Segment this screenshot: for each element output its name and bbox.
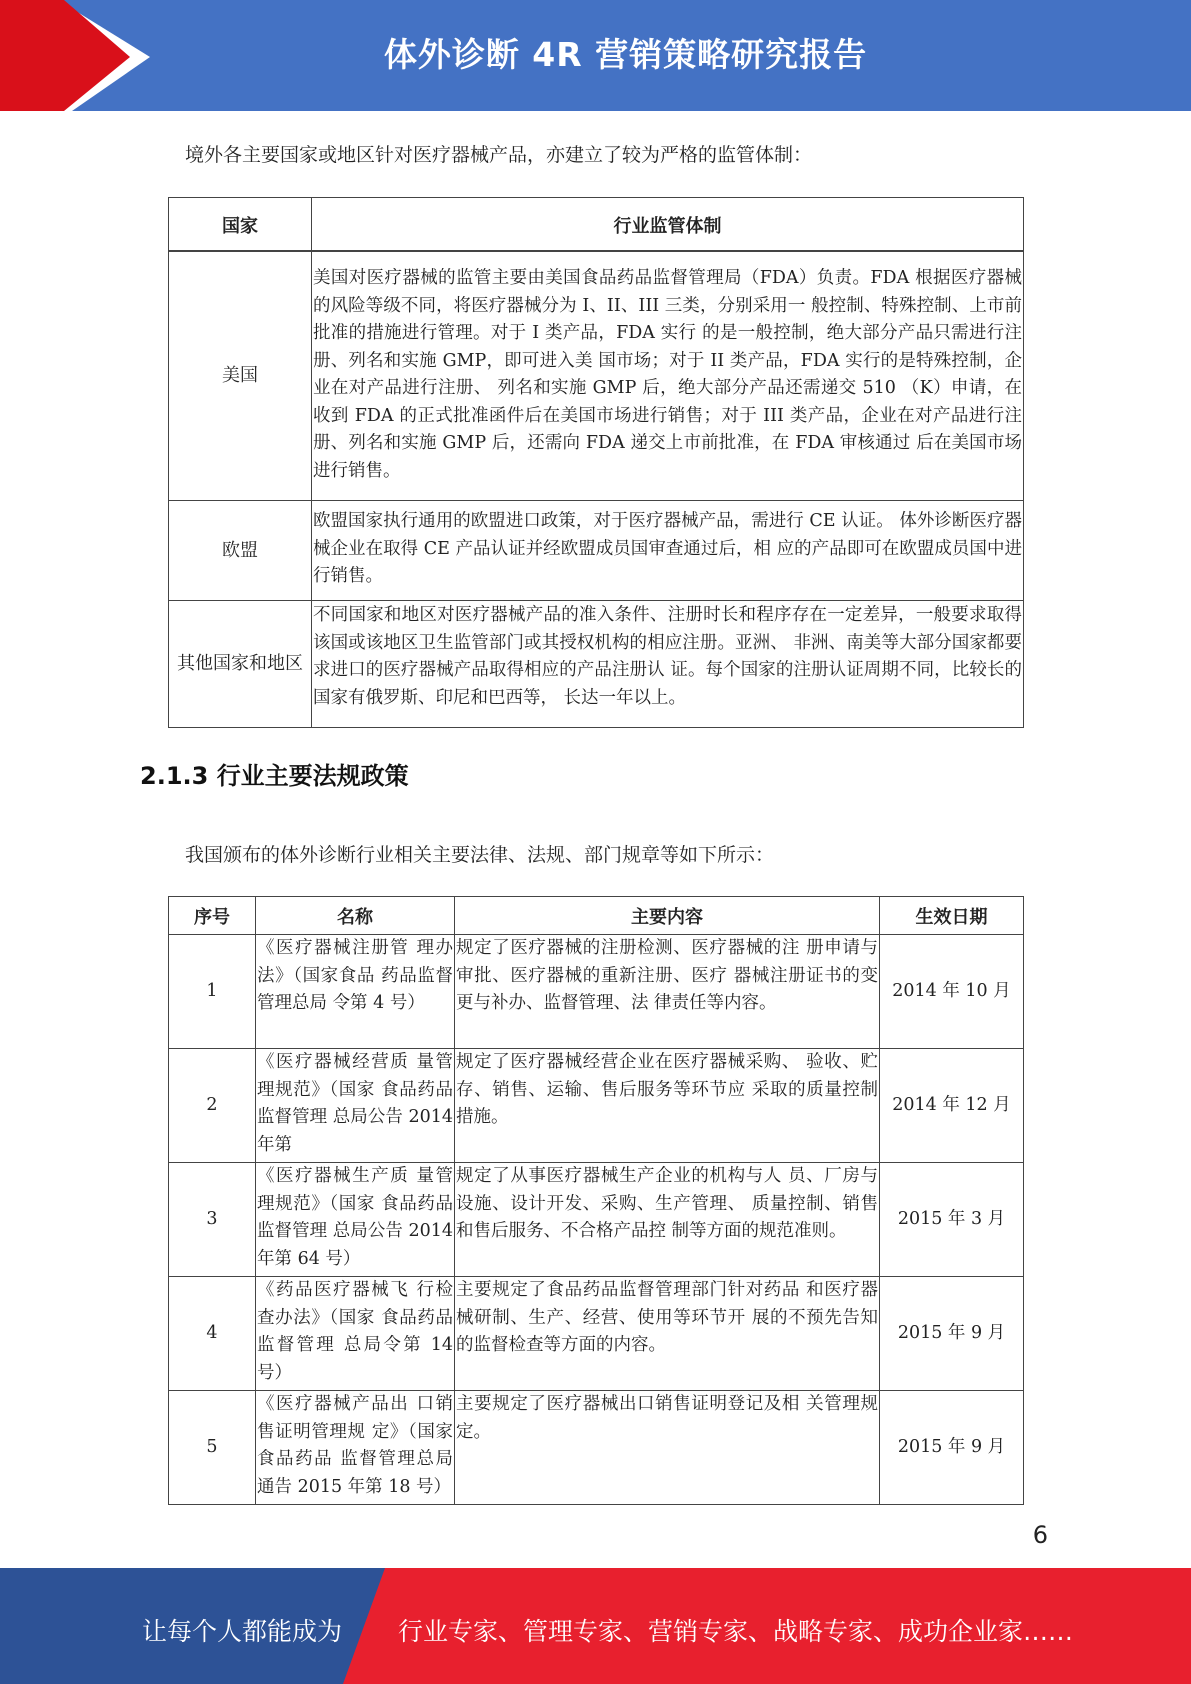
- regulation-cell: [312, 601, 1024, 728]
- table-row: [169, 501, 1024, 601]
- column-header-number: 序号: [169, 897, 256, 935]
- section-heading: 2.1.3 行业主要法规政策: [140, 762, 409, 790]
- column-header-content: 主要内容: [455, 897, 880, 935]
- effective-date: 2014 年 10 月: [880, 935, 1024, 1049]
- law-table: [168, 896, 1024, 1505]
- page-number: 6: [1032, 1521, 1048, 1549]
- law-name-cell: [256, 1163, 455, 1277]
- regulation-text: 不同国家和地区对医疗器械产品的准入条件、注册时长和程序存在一定差异，一般要求取得该国或该地区卫生监管部门或其授权机构的相应注册。亚洲、 非洲、南美等大部分国家都要求进口的医疗器械产品取得相应的产品注册认 证。每个国家的注册认证周期不同，比较长的国家有俄罗斯、印尼和巴西等， 长达一年以上。: [313, 605, 1022, 708]
- header-arrow-decoration: [0, 0, 150, 111]
- footer-slogan-left: 让每个人都能成为: [142, 1617, 343, 1646]
- table-header-row: [169, 897, 1024, 935]
- law-content-cell: [455, 1049, 880, 1163]
- effective-date: 2014 年 12 月: [880, 1049, 1024, 1163]
- effective-date: 2015 年 9 月: [880, 1277, 1024, 1391]
- header-banner: [0, 0, 1191, 111]
- country-cell: 欧盟: [169, 501, 312, 601]
- law-name-cell: [256, 1391, 455, 1505]
- law-name-cell: [256, 1277, 455, 1391]
- law-content: 规定了医疗器械的注册检测、医疗器械的注 册申请与审批、医疗器械的重新注册、医疗 器械注册证书的变更与补办、监督管理、法 律责任等内容。: [456, 938, 878, 1013]
- report-title: 体外诊断 4R 营销策略研究报告: [383, 34, 868, 74]
- law-content-cell: [455, 1163, 880, 1277]
- regulation-text: 美国对医疗器械的监管主要由美国食品药品监督管理局（FDA）负责。FDA 根据医疗器械的风险等级不同，将医疗器械分为 I、II、III 三类，分别采用一 般控制、特殊控制、上市前批准的措施进行管理。对于 I 类产品，FDA 实行 的是一般控制，绝大部分产品只需进行注册、列名和实施 GMP，即可进入美 国市场；对于 II 类产品，FDA 实行的是特殊控制，企业在对产品进行注册、 列名和实施 GMP 后，绝大部分产品还需递交 510 （K）申请，在收到 FDA 的正式批准函件后在美国市场进行销售；对于 III 类产品，企业在对产品进行注 册、列名和实施 GMP 后，还需向 FDA 递交上市前批准，在 FDA 审核通过 后在美国市场进行销售。: [313, 268, 1022, 481]
- law-name: 《药品医疗器械飞 行检查办法》（国家 食品药品监督管理 总局令第 14 号）: [257, 1280, 453, 1383]
- regulation-text: 欧盟国家执行通用的欧盟进口政策，对于医疗器械产品，需进行 CE 认证。 体外诊断医疗器械企业在取得 CE 产品认证并经欧盟成员国审查通过后，相 应的产品即可在欧盟成员国中进行销售。: [313, 511, 1022, 586]
- table-row: [169, 1163, 1024, 1277]
- effective-date: 2015 年 9 月: [880, 1391, 1024, 1505]
- intro-paragraph-overseas: 境外各主要国家或地区针对医疗器械产品，亦建立了较为严格的监管体制：: [185, 144, 813, 166]
- law-content-cell: [455, 1277, 880, 1391]
- law-content: 主要规定了食品药品监督管理部门针对药品 和医疗器械研制、生产、经营、使用等环节开 展的不预先告知的监督检查等方面的内容。: [456, 1280, 878, 1355]
- regulation-cell: [312, 501, 1024, 601]
- row-number: 3: [169, 1163, 256, 1277]
- law-name: 《医疗器械经营质 量管理规范》（国家 食品药品监督管理 总局公告 2014 年第: [257, 1052, 453, 1155]
- law-content: 规定了医疗器械经营企业在医疗器械采购、 验收、贮存、销售、运输、售后服务等环节应 采取的质量控制措施。: [456, 1052, 878, 1127]
- law-content: 主要规定了医疗器械出口销售证明登记及相 关管理规定。: [456, 1394, 878, 1442]
- column-header-regulation: 行业监管体制: [312, 198, 1024, 252]
- footer-slogan-right: 行业专家、管理专家、营销专家、战略专家、成功企业家……: [398, 1617, 1074, 1646]
- row-number: 1: [169, 935, 256, 1049]
- regulation-table-body: [168, 250, 1024, 728]
- table-row: [169, 1277, 1024, 1391]
- regulation-table: [168, 197, 1024, 252]
- law-name-cell: [256, 935, 455, 1049]
- column-header-name: 名称: [256, 897, 455, 935]
- law-content-cell: [455, 935, 880, 1049]
- effective-date: 2015 年 3 月: [880, 1163, 1024, 1277]
- regulation-cell: [312, 251, 1024, 501]
- table-row: [169, 601, 1024, 728]
- column-header-date: 生效日期: [880, 897, 1024, 935]
- row-number: 4: [169, 1277, 256, 1391]
- row-number: 2: [169, 1049, 256, 1163]
- law-name-cell: [256, 1049, 455, 1163]
- country-cell: 其他国家和地区: [169, 601, 312, 728]
- law-name: 《医疗器械产品出 口销售证明管理规 定》（国家食品药品 监督管理总局通告 2015 年第 18 号）: [257, 1394, 453, 1497]
- intro-paragraph-domestic: 我国颁布的体外诊断行业相关主要法律、法规、部门规章等如下所示：: [185, 844, 775, 866]
- law-content: 规定了从事医疗器械生产企业的机构与人 员、厂房与设施、设计开发、采购、生产管理、 质量控制、销售和售后服务、不合格产品控 制等方面的规范准则。: [456, 1166, 878, 1241]
- table-row: [169, 1049, 1024, 1163]
- table-row: [169, 1391, 1024, 1505]
- table-header-row: [169, 198, 1024, 252]
- country-cell: 美国: [169, 251, 312, 501]
- law-name: 《医疗器械注册管 理办法》（国家食品 药品监督管理总局 令第 4 号）: [257, 938, 453, 1013]
- law-name: 《医疗器械生产质 量管理规范》（国家 食品药品监督管理 总局公告 2014 年第 64 号）: [257, 1166, 453, 1269]
- table-row: [169, 935, 1024, 1049]
- law-content-cell: [455, 1391, 880, 1505]
- row-number: 5: [169, 1391, 256, 1505]
- table-row: [169, 251, 1024, 501]
- column-header-country: 国家: [169, 198, 312, 252]
